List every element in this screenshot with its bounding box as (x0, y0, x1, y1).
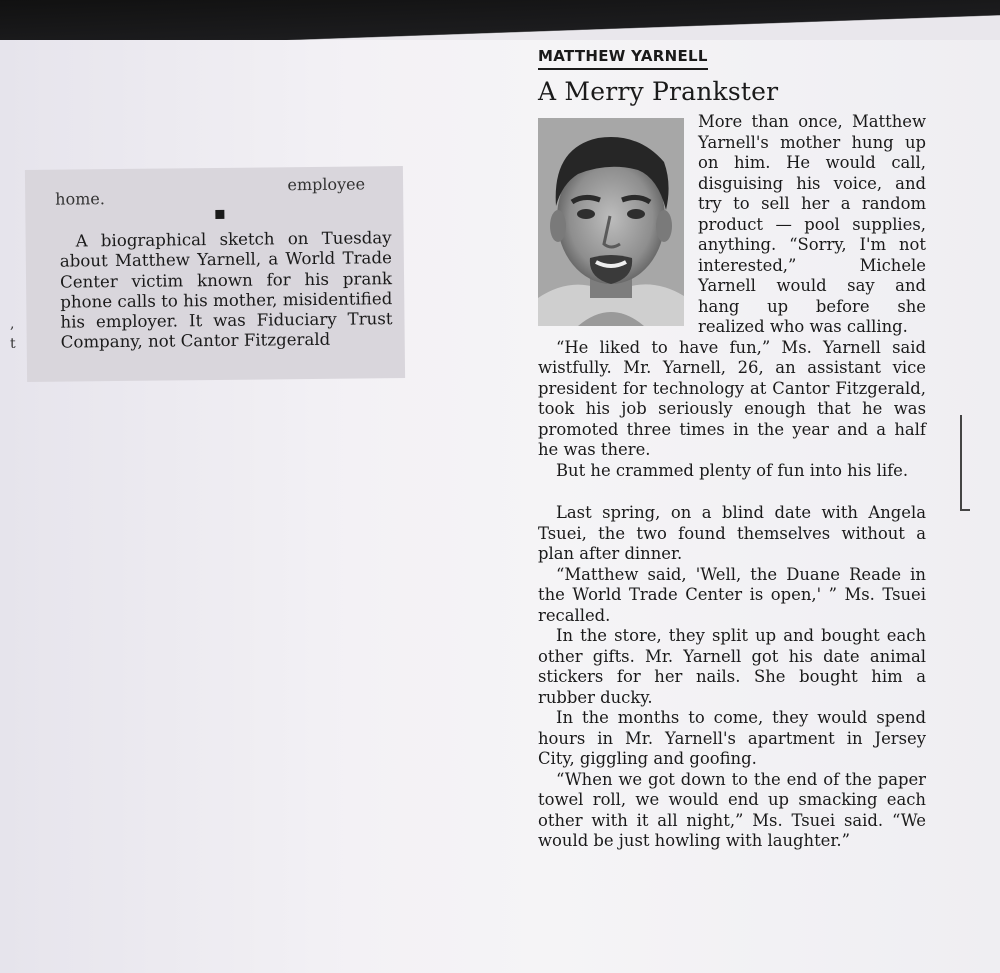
clipping-remnant-left: home. (55, 189, 105, 209)
portrait-photo (538, 118, 686, 330)
headline: A Merry Prankster (538, 77, 779, 106)
section-bullet-icon (215, 210, 224, 219)
article-paragraph: “He liked to have fun,” Ms. Yarnell said wistfully. Mr. Yarnell, 26, an assistant vice president for technology at Cantor Fitzgerald, took his job seriously enough that he was promoted three times in the year and a half he was there. (538, 337, 926, 459)
article-paragraph: Last spring, on a blind date with Angela Tsuei, the two found themselves without a plan after dinner. (538, 503, 926, 563)
article-paragraph: More than once, Matthew Yarnell's mother hung up on him. He would call, disguising his voice, and try to sell her a random product — pool supplies, anything. “Sorry, I'm not interested,” Michele Yarnell would say and hang up before she realized who was calling. (698, 112, 926, 336)
column-rule-foot (960, 509, 970, 511)
article-body (538, 112, 926, 852)
margin-mark: , (10, 316, 15, 332)
section-break (538, 481, 926, 503)
correction-clipping (25, 166, 405, 382)
article-paragraph: But he crammed plenty of fun into his life. (556, 460, 909, 480)
correction-paragraph: A biographical sketch on Tuesday about Matthew Yarnell, a World Trade Center victim known for his prank phone calls to his mother, misidentified his employer. It was Fiduciary Trust Company, not Cantor Fitzgerald (59, 228, 393, 353)
margin-mark: t (10, 336, 16, 352)
portrait-photo-image (538, 118, 684, 326)
article-paragraph: “Matthew said, 'Well, the Duane Reade in the World Trade Center is open,' ” Ms. Tsuei recalled. (538, 564, 926, 625)
correction-text (60, 228, 393, 353)
clipping-cut-off-line (55, 174, 385, 207)
byline: MATTHEW YARNELL (538, 47, 708, 70)
column-rule (960, 415, 962, 511)
article-paragraph: In the store, they split up and bought each other gifts. Mr. Yarnell got his date animal stickers for her nails. She bought him a rubber ducky. (538, 626, 926, 707)
article-paragraph: “When we got down to the end of the paper towel roll, we would end up smacking each other with it all night,” Ms. Tsuei said. “We would be just howling with laughter.” (538, 769, 926, 850)
clipping-remnant-right: employee (287, 174, 366, 195)
article-column (538, 46, 926, 852)
article-paragraph: In the months to come, they would spend hours in Mr. Yarnell's apartment in Jersey City, giggling and goofing. (538, 708, 926, 768)
